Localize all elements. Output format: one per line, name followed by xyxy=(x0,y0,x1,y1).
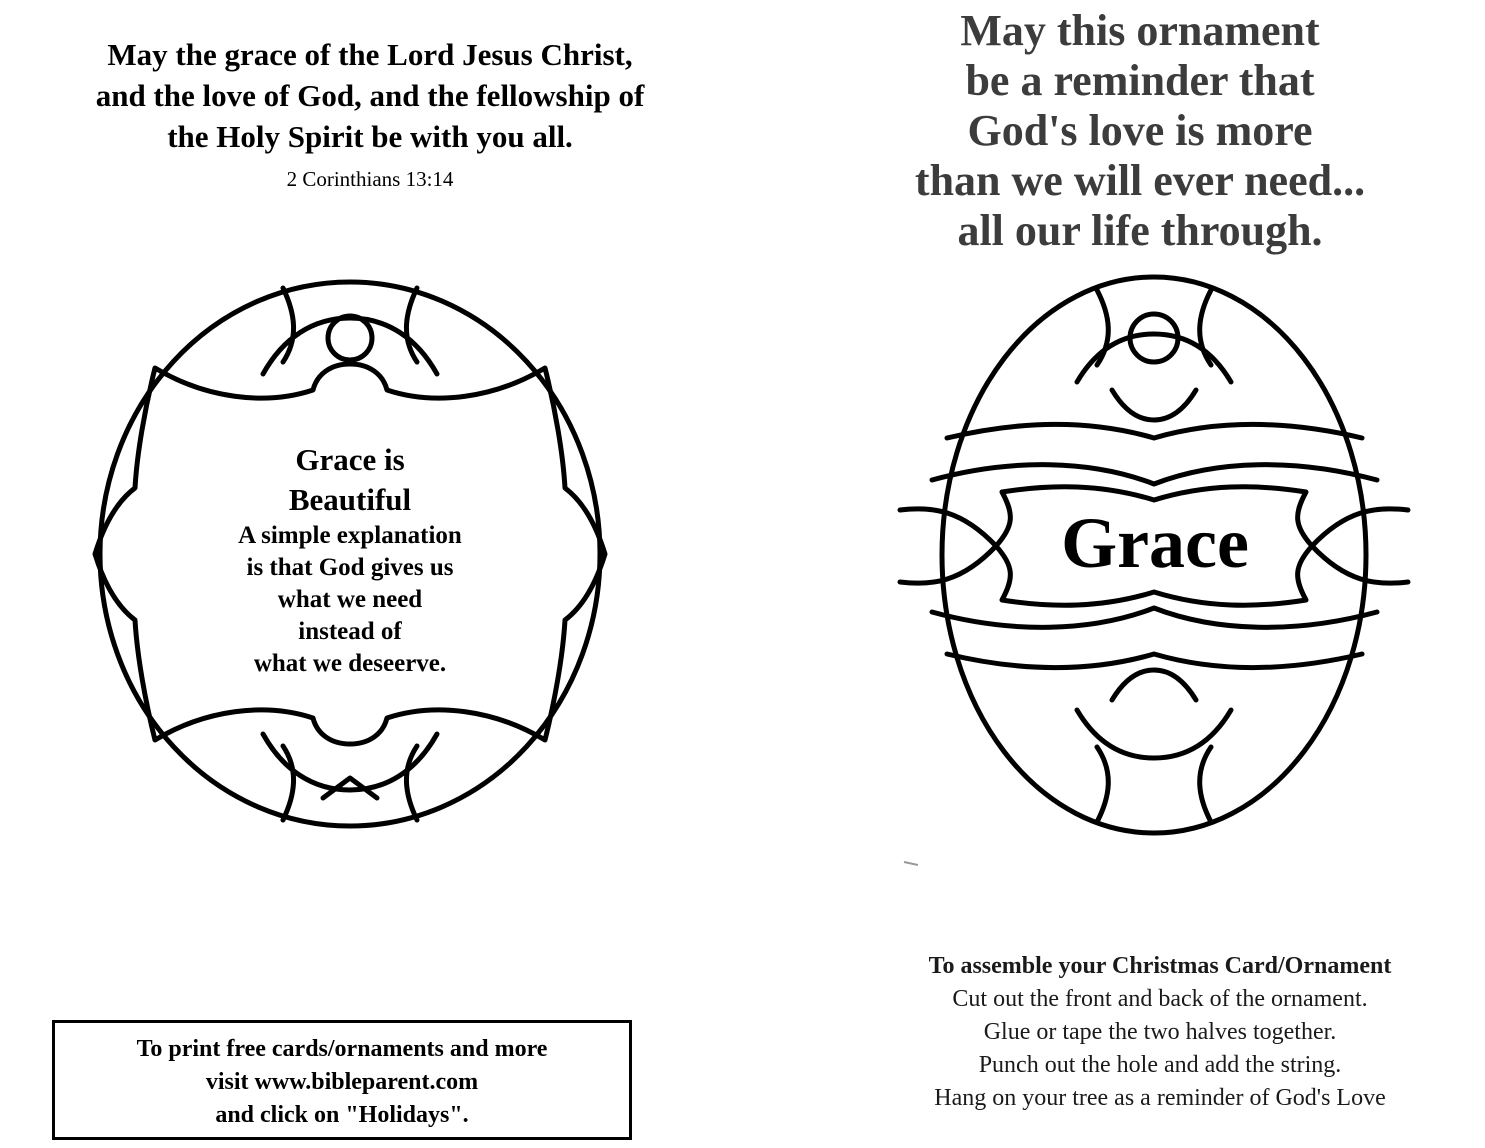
ornament-title-line: Beautiful xyxy=(288,482,412,517)
ornament-ribbon-word: Grace xyxy=(1061,503,1249,583)
ornament-message xyxy=(200,440,500,680)
headline-line: than we will ever need... xyxy=(914,156,1366,205)
print-info-line: To print free cards/ornaments and more xyxy=(136,1036,548,1062)
ornament-upper-wave-2 xyxy=(932,465,1377,484)
verse-text xyxy=(40,34,700,157)
print-info-line: visit www.bibleparent.com xyxy=(205,1069,479,1095)
ornament-left-chevron xyxy=(900,509,996,583)
ornament-body-line: A simple explanation xyxy=(238,522,462,549)
assembly-step: Punch out the hole and add the string. xyxy=(978,1052,1342,1078)
assembly-step: Glue or tape the two halves together. xyxy=(983,1019,1337,1045)
verse-reference: 2 Corinthians 13:14 xyxy=(286,167,454,191)
ornament-top-band xyxy=(283,288,417,362)
ornament-title xyxy=(200,440,500,520)
headline-line: be a reminder that xyxy=(965,56,1315,105)
headline xyxy=(840,6,1440,256)
headline-line: May this ornament xyxy=(960,6,1320,55)
verse-line: May the grace of the Lord Jesus Christ, xyxy=(107,37,633,72)
print-info-line: and click on "Holidays". xyxy=(215,1102,469,1128)
ornament-body-line: what we need xyxy=(277,586,423,613)
verse-line: and the love of God, and the fellowship of xyxy=(95,78,645,113)
ornament-bottom-inner xyxy=(1112,670,1196,700)
assembly-step: Hang on your tree as a reminder of God's Love xyxy=(934,1085,1386,1111)
ornament-body-line: instead of xyxy=(298,618,402,645)
print-speck xyxy=(902,858,922,868)
verse-line: the Holy Spirit be with you all. xyxy=(167,119,573,154)
ornament-right-chevron xyxy=(1312,509,1408,583)
assembly-title: To assemble your Christmas Card/Ornament xyxy=(928,953,1392,979)
print-info-box xyxy=(52,1020,632,1140)
ornament-top-inner xyxy=(1112,390,1196,420)
assembly-instructions xyxy=(840,950,1480,1115)
ornament-body xyxy=(200,520,500,680)
ornament-lower-wave xyxy=(932,608,1377,627)
ornament-top-band xyxy=(1097,290,1211,365)
ornament-body-line: what we deseerve. xyxy=(253,650,447,677)
ornament-hang-hole xyxy=(328,316,372,360)
ornament-upper-wave xyxy=(947,425,1362,439)
headline-line: all our life through. xyxy=(957,206,1323,255)
ornament-body-line: is that God gives us xyxy=(246,554,454,581)
assembly-step: Cut out the front and back of the ornament. xyxy=(952,986,1368,1012)
ornament-lower-wave-2 xyxy=(947,654,1362,668)
ornament-bottom-band xyxy=(283,746,417,820)
ornament-title-line: Grace is xyxy=(295,442,405,477)
headline-line: God's love is more xyxy=(967,106,1313,155)
